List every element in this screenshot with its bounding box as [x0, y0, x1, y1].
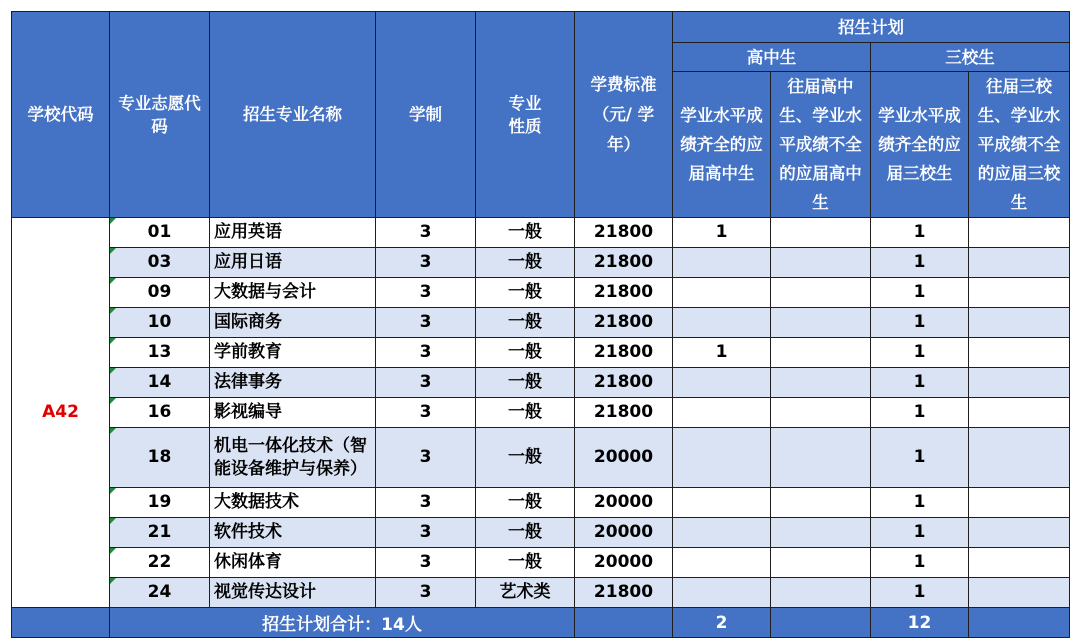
- major-code-text: 01: [147, 222, 172, 242]
- nature-cell: 一般: [476, 248, 575, 278]
- ts-incomplete-cell: [969, 398, 1070, 428]
- duration-cell: 3: [376, 578, 476, 608]
- table-row: [12, 548, 1070, 578]
- hs-incomplete-cell: [771, 248, 871, 278]
- nature-cell: 一般: [476, 218, 575, 248]
- header-school-code: 学校代码: [12, 12, 110, 218]
- ts-complete-cell: 1: [871, 218, 969, 248]
- footer-tuition-blank: [575, 608, 673, 638]
- major-name-cell: 法律事务: [210, 368, 376, 398]
- hs-incomplete-cell: [771, 578, 871, 608]
- tuition-cell: 20000: [575, 518, 673, 548]
- footer-hs-complete-total: 2: [673, 608, 771, 638]
- header-enrollment-plan: 招生计划: [673, 12, 1070, 43]
- hs-complete-cell: [673, 548, 771, 578]
- ts-incomplete-cell: [969, 518, 1070, 548]
- ts-complete-cell: 1: [871, 488, 969, 518]
- duration-cell: 3: [376, 338, 476, 368]
- footer-ts-complete-total: 12: [871, 608, 969, 638]
- hs-complete-cell: 1: [673, 338, 771, 368]
- cell-marker-triangle-icon: [110, 248, 116, 254]
- ts-complete-cell: 1: [871, 428, 969, 488]
- ts-incomplete-cell: [969, 488, 1070, 518]
- cell-marker-triangle-icon: [110, 518, 116, 524]
- header-high-school: 高中生: [673, 43, 871, 72]
- duration-cell: 3: [376, 518, 476, 548]
- nature-cell: 艺术类: [476, 578, 575, 608]
- nature-cell: 一般: [476, 278, 575, 308]
- header-three-school: 三校生: [871, 43, 1070, 72]
- tuition-cell: 21800: [575, 308, 673, 338]
- major-code-cell: [110, 488, 210, 518]
- table-row: [12, 398, 1070, 428]
- nature-cell: 一般: [476, 368, 575, 398]
- hs-complete-cell: [673, 398, 771, 428]
- nature-cell: 一般: [476, 548, 575, 578]
- header-ts-complete: 学业水平成绩齐全的应届三校生: [871, 72, 969, 218]
- major-code-text: 18: [147, 447, 172, 467]
- major-name-cell: 大数据与会计: [210, 278, 376, 308]
- ts-incomplete-cell: [969, 218, 1070, 248]
- tuition-cell: 20000: [575, 548, 673, 578]
- hs-complete-cell: [673, 578, 771, 608]
- ts-complete-cell: 1: [871, 248, 969, 278]
- table-row: [12, 218, 1070, 248]
- hs-incomplete-cell: [771, 548, 871, 578]
- hs-incomplete-cell: [771, 368, 871, 398]
- table-row: [12, 578, 1070, 608]
- hs-incomplete-cell: [771, 218, 871, 248]
- tuition-cell: 21800: [575, 398, 673, 428]
- hs-incomplete-cell: [771, 338, 871, 368]
- header-major-code: 专业志愿代码: [110, 12, 210, 218]
- major-code-cell: [110, 578, 210, 608]
- major-code-text: 10: [147, 312, 172, 332]
- ts-complete-cell: 1: [871, 278, 969, 308]
- duration-cell: 3: [376, 428, 476, 488]
- hs-complete-cell: [673, 308, 771, 338]
- footer-blank: [12, 608, 110, 638]
- major-code-cell: [110, 398, 210, 428]
- ts-complete-cell: 1: [871, 338, 969, 368]
- hs-complete-cell: [673, 518, 771, 548]
- major-code-cell: [110, 278, 210, 308]
- duration-cell: 3: [376, 308, 476, 338]
- major-name-cell: 应用英语: [210, 218, 376, 248]
- ts-incomplete-cell: [969, 278, 1070, 308]
- major-code-text: 13: [147, 342, 172, 362]
- enrollment-plan-table: [11, 11, 1070, 638]
- table-row: [12, 488, 1070, 518]
- hs-complete-cell: [673, 428, 771, 488]
- ts-complete-cell: 1: [871, 368, 969, 398]
- major-code-cell: [110, 548, 210, 578]
- major-code-cell: [110, 368, 210, 398]
- table-row: [12, 308, 1070, 338]
- major-name-cell: 机电一体化技术（智能设备维护与保养）: [210, 428, 376, 488]
- nature-cell: 一般: [476, 428, 575, 488]
- major-code-text: 19: [147, 492, 172, 512]
- table-row: [12, 428, 1070, 488]
- nature-cell: 一般: [476, 518, 575, 548]
- duration-cell: 3: [376, 368, 476, 398]
- footer-ts-incomplete-total: [969, 608, 1070, 638]
- tuition-cell: 21800: [575, 218, 673, 248]
- major-code-cell: [110, 428, 210, 488]
- ts-incomplete-cell: [969, 308, 1070, 338]
- cell-marker-triangle-icon: [110, 278, 116, 284]
- major-name-cell: 影视编导: [210, 398, 376, 428]
- major-code-text: 22: [147, 552, 172, 572]
- header-ts-incomplete: 往届三校生、学业水平成绩不全的应届三校生: [969, 72, 1070, 218]
- hs-complete-cell: 1: [673, 218, 771, 248]
- ts-incomplete-cell: [969, 338, 1070, 368]
- duration-cell: 3: [376, 218, 476, 248]
- duration-cell: 3: [376, 548, 476, 578]
- hs-complete-cell: [673, 248, 771, 278]
- duration-cell: 3: [376, 398, 476, 428]
- major-name-cell: 大数据技术: [210, 488, 376, 518]
- cell-marker-triangle-icon: [110, 338, 116, 344]
- hs-incomplete-cell: [771, 488, 871, 518]
- nature-cell: 一般: [476, 398, 575, 428]
- header-hs-incomplete: 往届高中生、学业水平成绩不全的应届高中生: [771, 72, 871, 218]
- tuition-cell: 21800: [575, 578, 673, 608]
- tuition-cell: 21800: [575, 368, 673, 398]
- tuition-cell: 21800: [575, 248, 673, 278]
- duration-cell: 3: [376, 488, 476, 518]
- footer-total-label: 招生计划合计：14人: [110, 608, 575, 638]
- tuition-cell: 20000: [575, 428, 673, 488]
- table-footer: [12, 608, 1070, 638]
- duration-cell: 3: [376, 248, 476, 278]
- major-code-cell: [110, 218, 210, 248]
- cell-marker-triangle-icon: [110, 548, 116, 554]
- major-code-text: 09: [147, 282, 172, 302]
- tuition-cell: 21800: [575, 338, 673, 368]
- major-name-cell: 应用日语: [210, 248, 376, 278]
- major-code-cell: [110, 308, 210, 338]
- hs-incomplete-cell: [771, 398, 871, 428]
- hs-incomplete-cell: [771, 308, 871, 338]
- major-code-cell: [110, 338, 210, 368]
- major-name-cell: 休闲体育: [210, 548, 376, 578]
- hs-complete-cell: [673, 488, 771, 518]
- header-tuition: 学费标准（元/ 学年）: [575, 12, 673, 218]
- ts-complete-cell: 1: [871, 398, 969, 428]
- ts-incomplete-cell: [969, 428, 1070, 488]
- hs-complete-cell: [673, 368, 771, 398]
- nature-cell: 一般: [476, 488, 575, 518]
- table-row: [12, 338, 1070, 368]
- table-row: [12, 368, 1070, 398]
- major-code-cell: [110, 518, 210, 548]
- ts-incomplete-cell: [969, 548, 1070, 578]
- major-name-cell: 视觉传达设计: [210, 578, 376, 608]
- cell-marker-triangle-icon: [110, 308, 116, 314]
- header-duration: 学制: [376, 12, 476, 218]
- major-code-text: 16: [147, 402, 172, 422]
- cell-marker-triangle-icon: [110, 218, 116, 224]
- cell-marker-triangle-icon: [110, 368, 116, 374]
- ts-complete-cell: 1: [871, 308, 969, 338]
- major-code-cell: [110, 248, 210, 278]
- ts-incomplete-cell: [969, 248, 1070, 278]
- ts-complete-cell: 1: [871, 518, 969, 548]
- cell-marker-triangle-icon: [110, 578, 116, 584]
- major-name-cell: 学前教育: [210, 338, 376, 368]
- major-code-text: 24: [147, 582, 172, 602]
- school-code-cell: A42: [12, 218, 110, 608]
- cell-marker-triangle-icon: [110, 398, 116, 404]
- hs-incomplete-cell: [771, 428, 871, 488]
- footer-hs-incomplete-total: [771, 608, 871, 638]
- ts-incomplete-cell: [969, 368, 1070, 398]
- major-code-text: 21: [147, 522, 172, 542]
- nature-cell: 一般: [476, 338, 575, 368]
- ts-complete-cell: 1: [871, 548, 969, 578]
- major-code-text: 03: [147, 252, 172, 272]
- ts-incomplete-cell: [969, 578, 1070, 608]
- header-major-name: 招生专业名称: [210, 12, 376, 218]
- cell-marker-triangle-icon: [110, 428, 116, 434]
- hs-incomplete-cell: [771, 278, 871, 308]
- table-header: [12, 12, 1070, 218]
- hs-complete-cell: [673, 278, 771, 308]
- hs-incomplete-cell: [771, 518, 871, 548]
- table-row: [12, 248, 1070, 278]
- table-body: [12, 218, 1070, 608]
- tuition-cell: 21800: [575, 278, 673, 308]
- nature-cell: 一般: [476, 308, 575, 338]
- header-nature: 专业性质: [476, 12, 575, 218]
- duration-cell: 3: [376, 278, 476, 308]
- cell-marker-triangle-icon: [110, 488, 116, 494]
- tuition-cell: 20000: [575, 488, 673, 518]
- header-hs-complete: 学业水平成绩齐全的应届高中生: [673, 72, 771, 218]
- major-name-cell: 软件技术: [210, 518, 376, 548]
- table-row: [12, 518, 1070, 548]
- major-name-cell: 国际商务: [210, 308, 376, 338]
- table-row: [12, 278, 1070, 308]
- major-code-text: 14: [147, 372, 172, 392]
- ts-complete-cell: 1: [871, 578, 969, 608]
